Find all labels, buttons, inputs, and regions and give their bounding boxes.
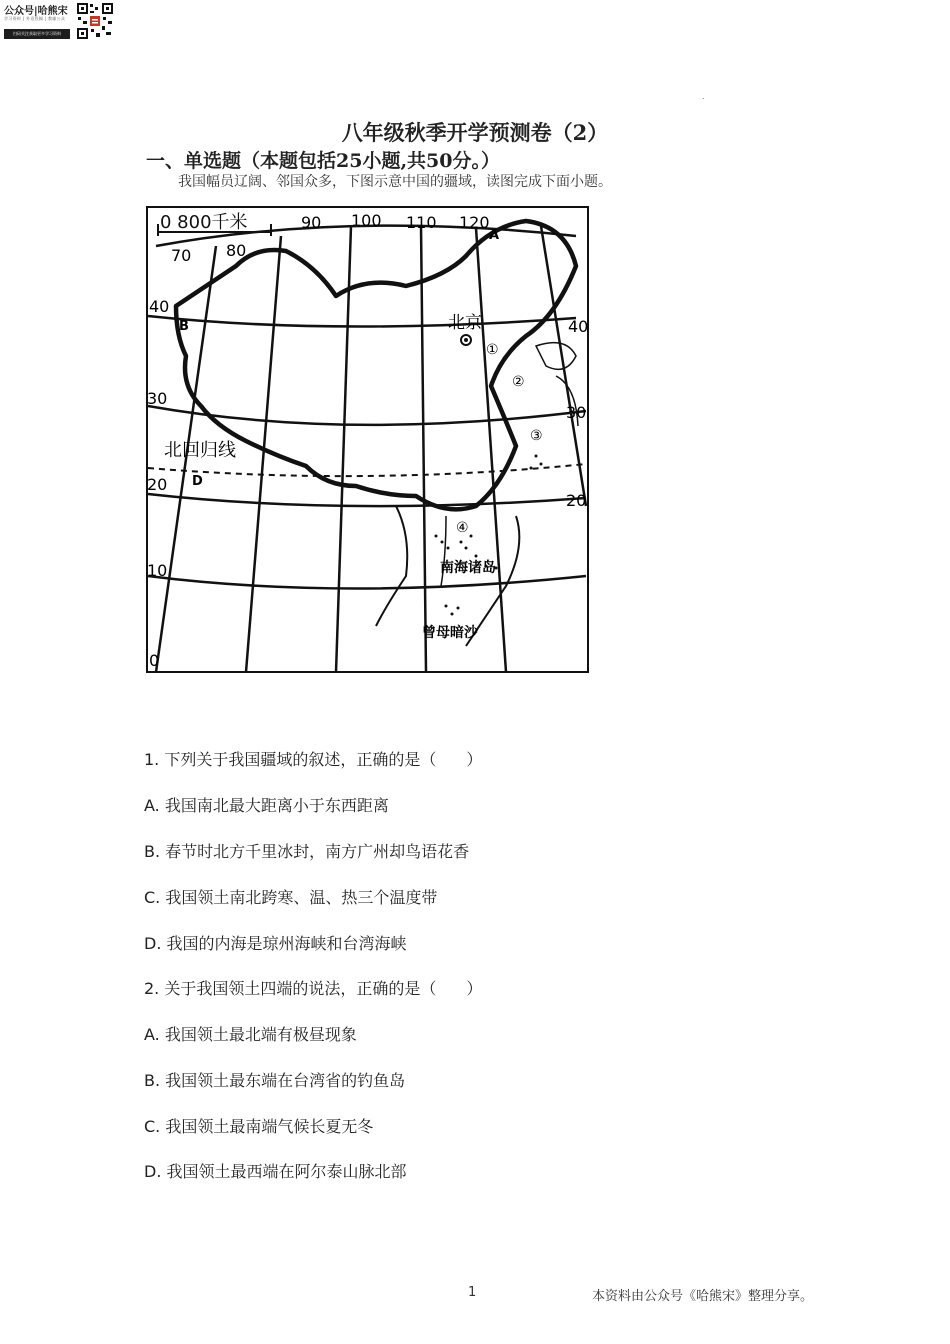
point-a: A: [489, 228, 500, 243]
lon-label: 110: [406, 213, 437, 232]
china-territory-map: [146, 206, 589, 673]
lat-label: 20: [566, 491, 587, 510]
map-scale: 0 800千米: [160, 212, 248, 233]
option-d: D. 我国的内海是琼州海峡和台湾海峡: [144, 934, 407, 953]
circled-4: ④: [456, 520, 469, 536]
page-title: 八年级秋季开学预测卷（2）: [341, 120, 609, 145]
shoal-label: 曾母暗沙: [422, 625, 478, 641]
answer-paren: ）: [466, 750, 483, 769]
capital-label: 北京: [448, 313, 482, 333]
lat-label: 30: [147, 389, 168, 408]
lat-label: 20: [147, 475, 168, 494]
islands-label: 南海诸岛: [440, 560, 496, 576]
answer-paren: ）: [466, 979, 483, 998]
lon-label: 120: [459, 213, 490, 232]
option-b: B. 我国领土最东端在台湾省的钓鱼岛: [144, 1071, 406, 1090]
option-d: D. 我国领土最西端在阿尔泰山脉北部: [144, 1162, 407, 1181]
brand-banner: 扫码关注获取更多学习资料: [4, 29, 70, 39]
lon-label: 70: [171, 246, 192, 265]
lon-label: 80: [226, 241, 247, 260]
page-number: 1: [468, 1285, 477, 1300]
lat-label: 40: [568, 317, 589, 336]
brand-name: 公众号|哈熊宋: [4, 6, 68, 17]
brand-subtitle: 学习资料 | 外语投稿 | 教辅公众: [4, 16, 66, 21]
stray-dot: .: [702, 92, 705, 101]
lat-label: 0: [149, 651, 160, 670]
circled-2: ②: [512, 374, 525, 390]
lat-label: 10: [147, 561, 168, 580]
map-svg: [146, 206, 589, 673]
question-1: [144, 747, 482, 770]
option-a: A. 我国南北最大距离小于东西距离: [144, 796, 389, 815]
footer-note: 本资料由公众号《哈熊宋》整理分享。: [592, 1289, 814, 1304]
question-stem: 1. 下列关于我国疆域的叙述，正确的是（: [144, 750, 437, 769]
option-a: A. 我国领土最北端有极昼现象: [144, 1025, 357, 1044]
point-b: B: [179, 319, 189, 334]
circled-1: ①: [486, 342, 499, 358]
option-b: B. 春节时北方千里冰封，南方广州却鸟语花香: [144, 842, 470, 861]
lat-label: 40: [149, 297, 170, 316]
option-c: C. 我国领土南北跨寒、温、热三个温度带: [144, 888, 438, 907]
point-d: D: [192, 474, 203, 489]
qr-code-icon: [76, 2, 114, 40]
lon-label: 100: [351, 211, 382, 230]
intro-text: 我国幅员辽阔、邻国众多，下图示意中国的疆域，读图完成下面小题。: [178, 174, 612, 190]
lat-label: 30: [566, 403, 587, 422]
question-stem: 2. 关于我国领土四端的说法，正确的是（: [144, 979, 437, 998]
lon-label: 90: [301, 213, 322, 232]
tropic-label: 北回归线: [164, 440, 236, 461]
section-heading: 一、单选题（本题包括25小题,共50分。）: [146, 150, 500, 172]
question-2: [144, 976, 482, 999]
brand-header: [4, 2, 112, 42]
option-c: C. 我国领土最南端气候长夏无冬: [144, 1117, 374, 1136]
circled-3: ③: [530, 428, 543, 444]
